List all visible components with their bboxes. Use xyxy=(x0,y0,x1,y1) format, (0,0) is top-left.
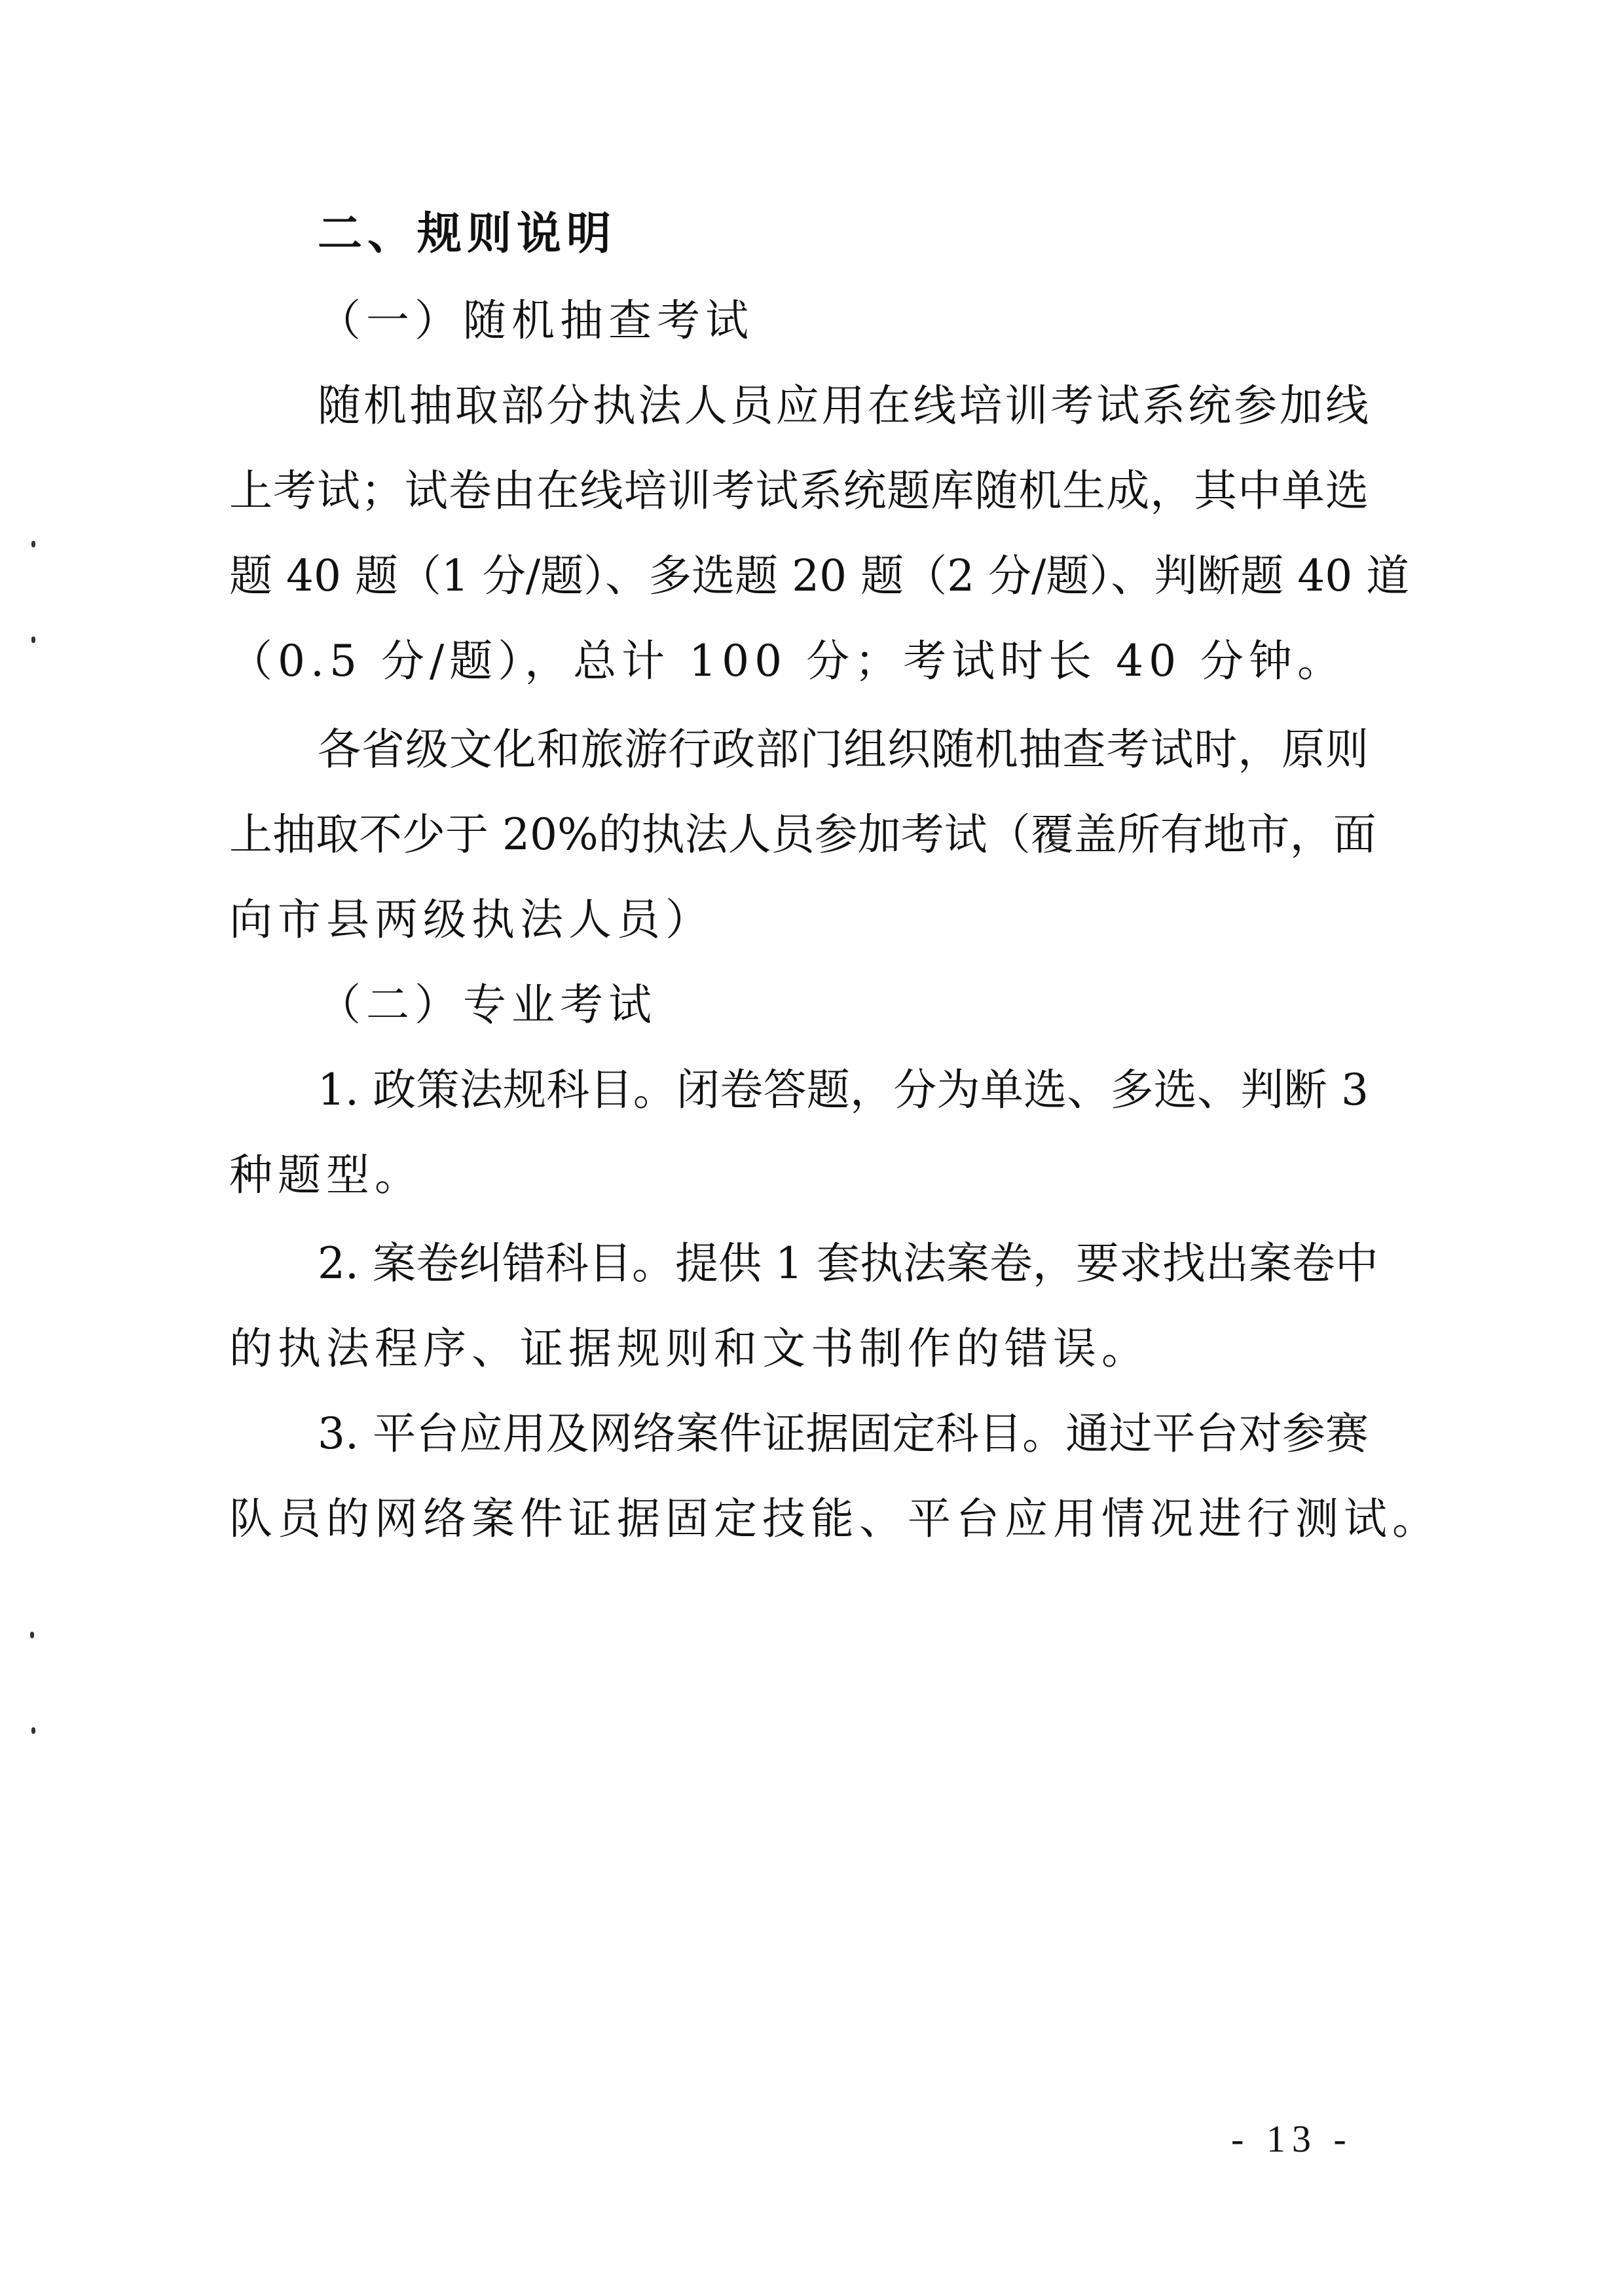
paragraph-line: 题 40 题（1 分/题）、多选题 20 题（2 分/题）、判断题 40 道 xyxy=(229,551,1410,601)
paragraph-line: （0.5 分/题），总计 100 分；考试时长 40 分钟。 xyxy=(229,636,1346,686)
scan-mark xyxy=(31,541,35,547)
list-item-line: 的执法程序、证据规则和文书制作的错误。 xyxy=(229,1323,1150,1374)
subsection-title-professional-exam: （二）专业考试 xyxy=(318,980,657,1030)
paragraph-line: 各省级文化和旅游行政部门组织随机抽查考试时，原则 xyxy=(318,724,1369,775)
paragraph-line: 随机抽取部分执法人员应用在线培训考试系统参加线 xyxy=(318,380,1369,431)
list-item-line: 队员的网络案件证据固定技能、平台应用情况进行测试。 xyxy=(229,1494,1441,1544)
subsection-title-random-exam: （一）随机抽查考试 xyxy=(318,295,754,346)
paragraph-line: 上考试；试卷由在线培训考试系统题库随机生成，其中单选 xyxy=(229,466,1369,516)
paragraph-line: 向市县两级执法人员） xyxy=(229,894,714,945)
list-item-line: 2. 案卷纠错科目。提供 1 套执法案卷，要求找出案卷中 xyxy=(318,1238,1378,1289)
scan-mark xyxy=(31,1727,35,1734)
list-item-line: 1. 政策法规科目。闭卷答题，分为单选、多选、判断 3 xyxy=(318,1065,1369,1115)
list-item-line: 种题型。 xyxy=(229,1150,423,1200)
paragraph-line: 上抽取不少于 20%的执法人员参加考试（覆盖所有地市，面 xyxy=(229,809,1376,860)
scan-mark xyxy=(31,636,35,643)
page-number: - 13 - xyxy=(1231,2118,1353,2160)
section-title: 二、规则说明 xyxy=(318,208,617,260)
scan-mark xyxy=(30,1632,34,1638)
list-item-line: 3. 平台应用及网络案件证据固定科目。通过平台对参赛 xyxy=(318,1408,1369,1459)
